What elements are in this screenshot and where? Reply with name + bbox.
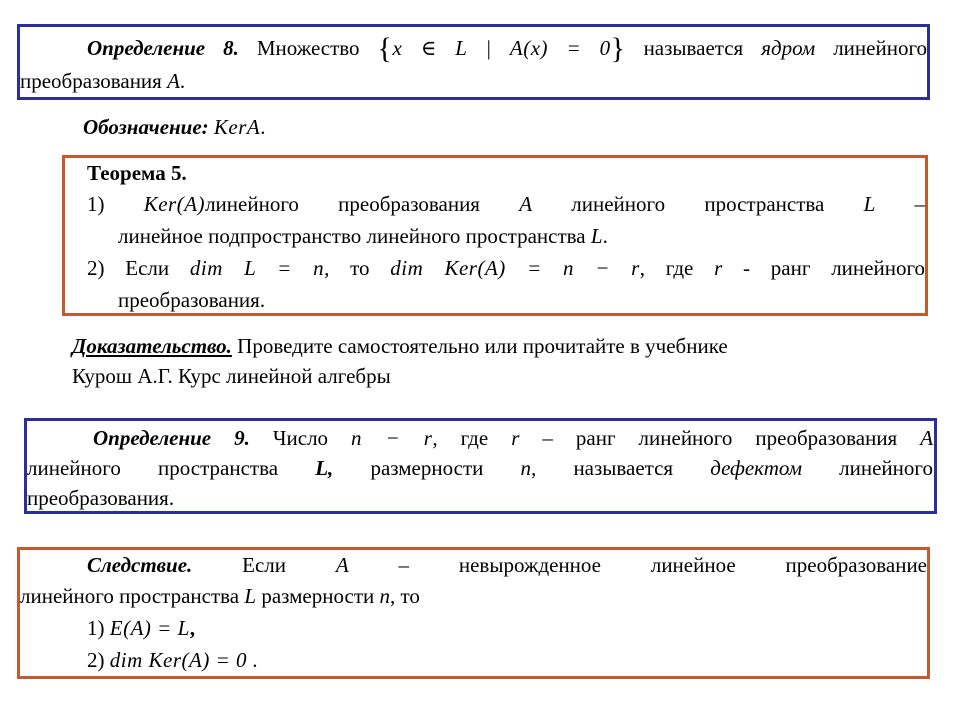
theorem-5-item-2-line-1: 2) Если dim L = n, то dim Ker(A) = n − r, где r - ранг линейного — [87, 256, 926, 280]
theorem-5-item-2-result: dim Ker(A) = n − r — [390, 256, 640, 280]
corollary-title: Следствие. — [87, 553, 193, 577]
definition-8-line-2: преобразования A. — [20, 69, 186, 93]
theorem-5-item-2-cond: dim L = n — [189, 256, 325, 280]
definition-8-term: ядром — [761, 36, 816, 60]
corollary-line-1: Следствие. Если A – невырожденное линейное преобразование — [87, 553, 928, 577]
theorem-5-item-2-line-2: преобразования. — [118, 288, 266, 312]
definition-8-text-2: называется — [643, 36, 744, 60]
definition-8-var: A — [167, 69, 180, 93]
proof-line-2: Курош А.Г. Курс линейной алгебры — [72, 364, 391, 388]
notation-value: KerA — [213, 115, 261, 139]
theorem-5-item-1-line-1: 1) Ker(A)линейного преобразования A линейного пространства L – — [87, 192, 926, 216]
definition-8-text-1: Множество — [256, 36, 360, 60]
definition-9-line-2: линейного пространства L, размерности n, называется дефектом линейного — [27, 456, 933, 480]
notation: Обозначение: KerA. — [83, 115, 266, 139]
proof-line-1: Доказательство. Проведите самостоятельно или прочитайте в учебнике — [72, 334, 728, 358]
definition-8-title: Определение 8. — [87, 36, 239, 60]
theorem-5-item-1-expr: Ker(A) — [143, 192, 206, 216]
notation-title: Обозначение: — [83, 115, 209, 139]
corollary-item-1: 1) E(A) = L, — [87, 616, 195, 640]
corollary-item-2: 2) dim Ker(A) = 0 . — [87, 648, 258, 672]
theorem-5-title: Теорема 5. — [87, 161, 187, 185]
definition-9-term: дефектом — [710, 456, 802, 480]
proof-title: Доказательство. — [72, 334, 232, 358]
corollary-item-2-expr: dim Ker(A) = 0 — [109, 648, 247, 672]
definition-8-line-1 — [87, 32, 928, 65]
theorem-5-item-1-line-2: линейное подпространство линейного пространства L. — [118, 224, 608, 248]
definition-9-line-1: Определение 9. Число n − r, где r – ранг линейного преобразования A — [93, 426, 934, 450]
definition-9-line-3: преобразования. — [27, 486, 175, 510]
corollary-item-1-expr: E(A) = L — [109, 616, 190, 640]
definition-8-set: {x ∈ L | A(x) = 0} — [377, 32, 626, 65]
corollary-line-2: линейного пространства L размерности n, то — [20, 584, 420, 608]
definition-9-title: Определение 9. — [93, 426, 250, 450]
definition-8-text-3: линейного — [833, 36, 928, 60]
definition-9-expr: n − r — [351, 426, 433, 450]
